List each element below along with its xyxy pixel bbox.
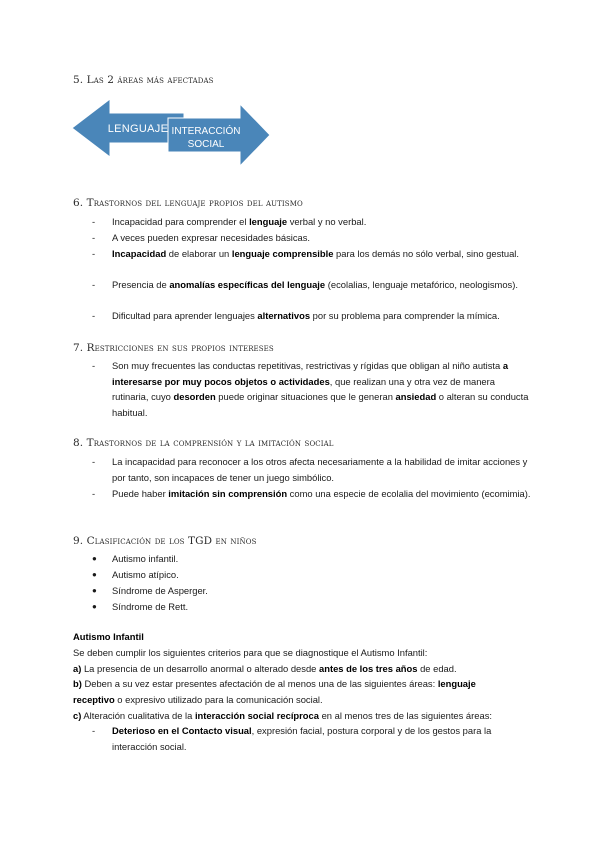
autismo-intro: Se deben cumplir los siguientes criterios para que se diagnostique el Autismo Infantil:	[73, 647, 428, 658]
areas-arrow-diagram	[72, 97, 272, 167]
list-item: - Incapacidad de elaborar un lenguaje comprensible para los demás no sólo verbal, sino gestual.	[92, 246, 532, 262]
lenguaje-label: LENGUAJE	[107, 123, 169, 135]
dash-marker: -	[92, 232, 96, 243]
dash-marker: -	[92, 279, 96, 290]
list-item: ● Autismo infantil.	[92, 551, 178, 567]
bullet-marker: ●	[92, 586, 97, 595]
dash-marker: -	[92, 248, 96, 259]
interaccion-label-2: SOCIAL	[187, 139, 225, 150]
section-9-heading: 9. Clasificación de los TGD en niños	[73, 535, 257, 547]
list-item: ● Síndrome de Rett.	[92, 599, 188, 615]
interaccion-label-1: INTERACCIÓN	[171, 126, 241, 137]
bullet-marker: ●	[92, 554, 97, 563]
list-item: - Dificultad para aprender lenguajes alternativos por su problema para comprender la mímica.	[92, 308, 532, 324]
section-8-heading: 8. Trastornos de la comprensión y la imitación social	[73, 437, 334, 449]
list-item: - Incapacidad para comprender el lenguaje verbal y no verbal.	[92, 214, 532, 230]
section-5-heading: 5. Las 2 áreas más afectadas	[73, 74, 214, 86]
criterion-c: c) Alteración cualitativa de la interacción social recíproca en al menos tres de las siguientes áreas:	[73, 710, 492, 721]
bullet-marker: ●	[92, 570, 97, 579]
dash-marker: -	[92, 725, 96, 736]
dash-marker: -	[92, 216, 96, 227]
list-item: - Son muy frecuentes las conductas repetitivas, restrictivas y rígidas que obligan al niño autista a interesarse por muy pocos objetos o actividades, que realizan una y otra vez de manera rutinaria, cuyo desorden puede originar situaciones que le generan ansiedad o alteran su conducta habitual.	[92, 360, 529, 418]
dash-marker: -	[92, 310, 96, 321]
list-item: ● Síndrome de Asperger.	[92, 583, 208, 599]
dash-marker: -	[92, 360, 96, 371]
section-6-heading: 6. Trastornos del lenguaje propios del autismo	[73, 197, 303, 209]
criterion-a: a) La presencia de un desarrollo anormal o alterado desde antes de los tres años de edad.	[73, 663, 457, 674]
list-item: - A veces pueden expresar necesidades básicas.	[92, 230, 532, 246]
list-item: - La incapacidad para reconocer a los otros afecta necesariamente a la habilidad de imitar acciones y por tanto, son incapaces de tener un juego simbólico.	[92, 456, 528, 483]
list-item: - Deterioso en el Contacto visual, expresión facial, postura corporal y de los gestos para la interacción social.	[92, 725, 492, 752]
criterion-b: b) Deben a su vez estar presentes afectación de al menos una de las siguientes áreas: lenguaje receptivo o expresivo utilizado para la comunicación social.	[73, 678, 476, 705]
dash-marker: -	[92, 456, 96, 467]
list-item: ● Autismo atípico.	[92, 567, 179, 583]
section-7-heading: 7. Restricciones en sus propios intereses	[73, 342, 274, 354]
dash-marker: -	[92, 488, 96, 499]
autismo-title: Autismo Infantil	[73, 631, 144, 642]
bullet-marker: ●	[92, 602, 97, 611]
list-item: - Presencia de anomalías específicas del lenguaje (ecolalias, lenguaje metafórico, neologismos).	[92, 277, 532, 293]
list-item: - Puede haber imitación sin comprensión como una especie de ecolalia del movimiento (ecomimia).	[92, 486, 532, 502]
